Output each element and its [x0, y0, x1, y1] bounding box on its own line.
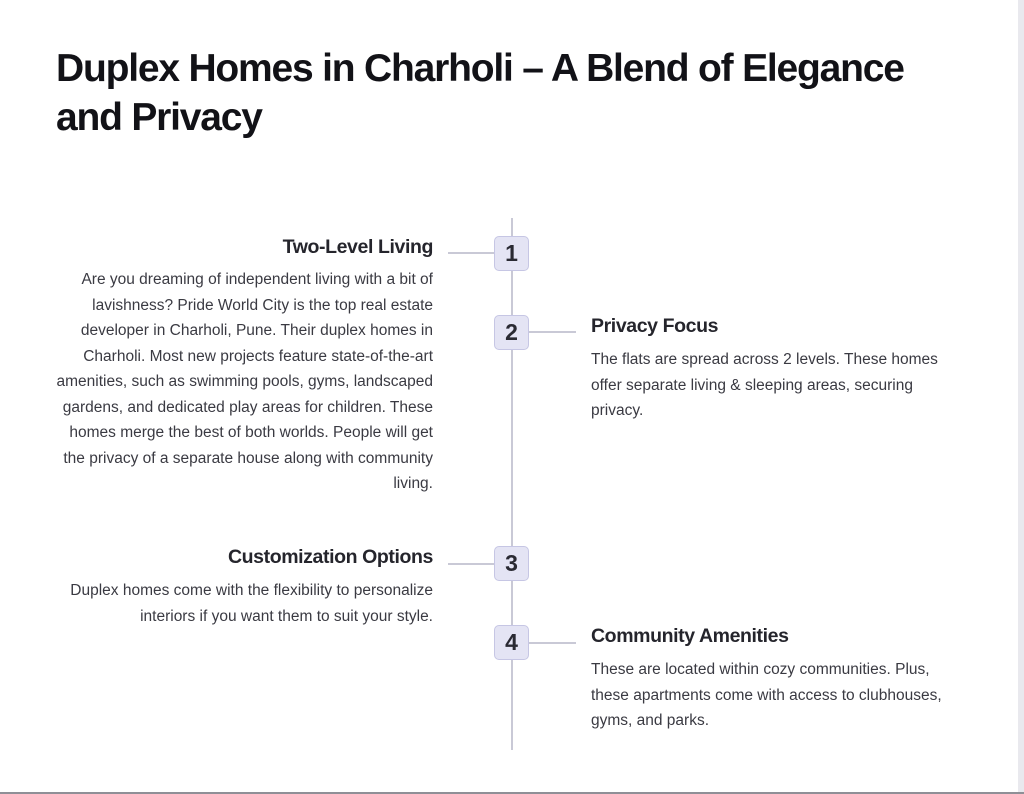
- timeline-step-2-text: The flats are spread across 2 levels. These homes offer separate living & sleeping areas, securing privacy.: [591, 351, 938, 419]
- timeline-step-4-badge: 4: [494, 625, 529, 660]
- timeline-step-4-heading: Community Amenities: [591, 625, 789, 647]
- timeline-step-2-badge: 2: [494, 315, 529, 350]
- timeline-connector-4: [529, 642, 576, 644]
- timeline-step-1-text: Are you dreaming of independent living with a bit of lavishness? Pride World City is the top real estate developer in Charholi, Pune. Their duplex homes in Charholi. Most new projects feature state-of-the-art amenities, such as swimming pools, gyms, landscaped gardens, and dedicated play areas for children. These homes merge the best of both worlds. People will get the privacy of a separate house along with community living.: [56, 271, 433, 492]
- right-edge-strip: [1018, 0, 1024, 794]
- timeline-step-1-heading: Two-Level Living: [282, 236, 433, 258]
- timeline-step-3-text: Duplex homes come with the flexibility to personalize interiors if you want them to suit your style.: [70, 582, 433, 625]
- timeline-connector-1: [448, 252, 494, 254]
- timeline-connector-3: [448, 563, 494, 565]
- timeline-step-3-heading: Customization Options: [227, 546, 433, 568]
- timeline-step-1-badge: 1: [494, 236, 529, 271]
- timeline-axis: [511, 218, 513, 750]
- timeline-step-4-text: These are located within cozy communities. Plus, these apartments come with access to clubhouses, gyms, and parks.: [591, 661, 942, 729]
- timeline-connector-2: [529, 331, 576, 333]
- timeline-step-2-heading: Privacy Focus: [591, 315, 719, 337]
- page-title: Duplex Homes in Charholi – A Blend of Elegance and Privacy: [56, 47, 904, 139]
- timeline-step-3-badge: 3: [494, 546, 529, 581]
